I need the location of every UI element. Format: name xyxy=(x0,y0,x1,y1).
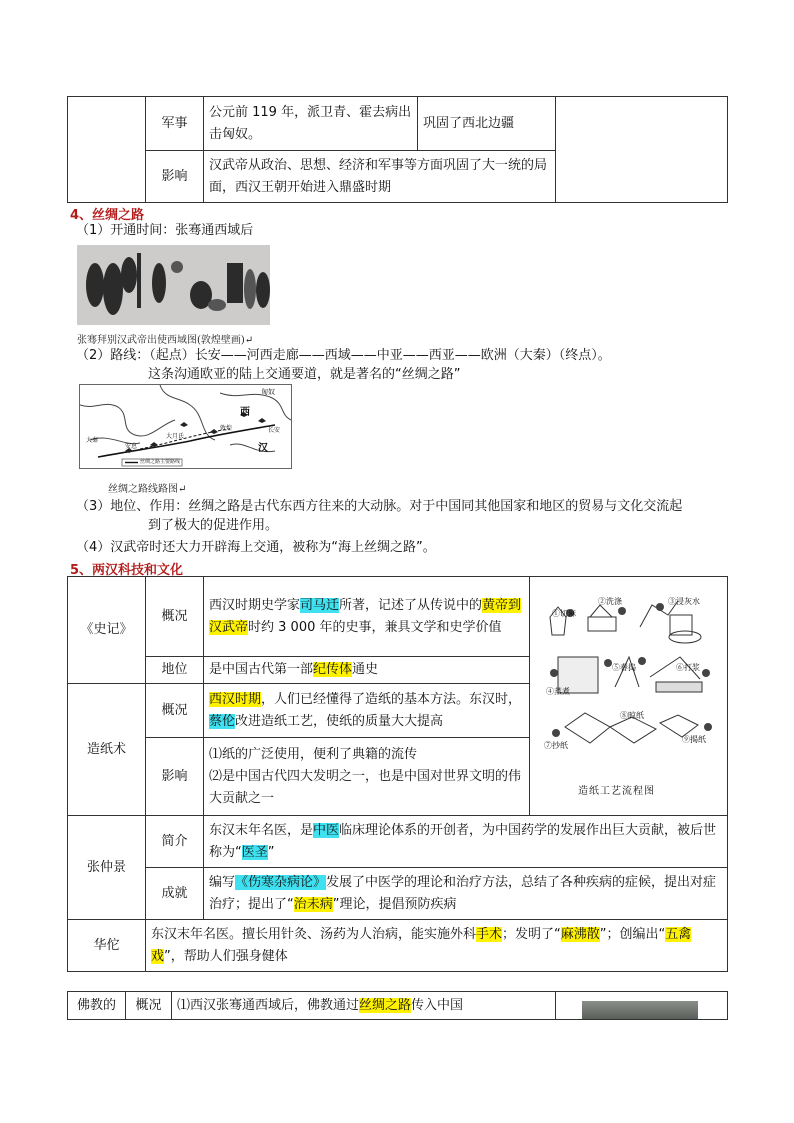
paper-step-6: ⑥打浆 xyxy=(676,663,700,672)
text: 编写 xyxy=(209,874,236,890)
s4-p1: （1）开通时间：张骞通西域后 xyxy=(76,223,254,238)
buddhism-label: 佛教的 xyxy=(68,992,126,1020)
zhang-intro-label: 简介 xyxy=(146,816,204,868)
map-legend: 丝绸之路主要路线 xyxy=(140,459,181,465)
military-event: 公元前 119 年，派卫青、霍去病出击匈奴。 xyxy=(204,97,418,151)
hua-text xyxy=(146,920,728,972)
map-label-changan: 长安 xyxy=(268,427,281,434)
map-label-daqin: 大秦 xyxy=(86,437,99,444)
impact-item-2: ⑵是中国古代四大发明之一，也是中国对世界文明的伟大贡献之一 xyxy=(209,768,522,806)
s4-p4: （4）汉武帝时还大力开辟海上交通，被称为“海上丝绸之路”。 xyxy=(76,540,436,555)
text: ；发明了“ xyxy=(502,926,561,942)
era-highlight: 西汉时期 xyxy=(209,691,262,707)
prevention-highlight: 治未病 xyxy=(293,896,333,912)
text: 是中国古代第一部 xyxy=(209,662,314,677)
paper-overview xyxy=(204,684,530,738)
s4-p3a: （3）地位、作用：丝绸之路是古代东西方往来的大动脉。对于中国同其他国家和地区的贸易与文化交流起 xyxy=(76,499,683,514)
paper-step-2: ②洗涤 xyxy=(598,597,622,606)
paper-step-3: ③浸灰水 xyxy=(668,597,700,606)
map-label-dunhuang: 敦煌 xyxy=(220,425,233,432)
wuqinxi-highlight: 五禽戏 xyxy=(151,926,692,964)
paper-step-5: ⑤舂捣 xyxy=(612,663,636,672)
buddhism-image-cell xyxy=(556,992,728,1020)
silk-road-map xyxy=(79,384,292,469)
text: 发展了中医学的理论和治疗方法，总结了各种疾病的症候，提出对症治疗；提出了“ xyxy=(209,874,717,912)
text: ”理论，提倡预防疾病 xyxy=(332,896,457,912)
empty-cell xyxy=(556,97,728,203)
cailun-highlight: 蔡伦 xyxy=(209,713,236,729)
zhang-intro xyxy=(204,816,728,868)
paper-overview-label: 概况 xyxy=(146,684,204,738)
map-label-west: 西 xyxy=(240,407,250,418)
buddhism-overview xyxy=(172,992,556,1020)
author-highlight: 司马迁 xyxy=(300,597,340,613)
section-4-title: 4、丝绸之路 xyxy=(70,208,145,223)
paper-step-9: ⑨揭纸 xyxy=(682,735,706,744)
military-result: 巩固了西北边疆 xyxy=(418,97,556,151)
shiji-name: 《史记》 xyxy=(68,577,146,684)
text: 改进造纸工艺，使纸的质量大大提高 xyxy=(235,713,444,729)
silkroad-highlight: 丝绸之路 xyxy=(359,997,412,1013)
paper-step-4: ④蒸煮 xyxy=(546,687,570,696)
mural-illustration xyxy=(77,245,270,325)
text: 传入中国 xyxy=(411,997,464,1013)
buddhism-table xyxy=(67,991,728,1020)
paper-name: 造纸术 xyxy=(68,684,146,816)
text: 时约 3 000 年的史事，兼具文学和史学价值 xyxy=(248,619,502,635)
genre-highlight: 纪传体 xyxy=(313,662,353,677)
fig1-caption: 张骞拜别汉武帝出使西域图(敦煌壁画)↵ xyxy=(77,335,254,346)
anesthetic-highlight: 麻沸散 xyxy=(560,926,600,942)
section-5-title: 5、两汉科技和文化 xyxy=(70,563,184,578)
text: ”，帮助人们强身健体 xyxy=(164,948,288,964)
map-illustration xyxy=(80,385,291,468)
paper-step-8: ⑧晾纸 xyxy=(620,711,644,720)
s4-p2: （2）路线：（起点）长安——河西走廊——西域——中亚——西亚——欧洲（大秦）（终点）。 xyxy=(76,348,611,363)
s4-p2b: 这条沟通欧亚的陆上交通要道，就是著名的“丝绸之路” xyxy=(148,367,461,382)
top-table xyxy=(67,96,728,203)
papermaking-figure-cell xyxy=(530,577,728,816)
paper-step-7: ⑦抄纸 xyxy=(544,741,568,750)
temple-photo xyxy=(582,1001,698,1019)
paper-impact-label: 影响 xyxy=(146,738,204,816)
text: 东汉末年名医，是 xyxy=(209,822,314,838)
text: 临床理论体系的开创者，为中国药学的发展作出巨大贡献，被后世称为“ xyxy=(209,822,717,860)
papermaking-figure xyxy=(530,577,728,798)
map-label-dayuezhi: 大月氏 xyxy=(166,433,185,440)
tcm-highlight: 中医 xyxy=(313,822,340,838)
text: 通史 xyxy=(352,662,379,677)
culture-table xyxy=(67,576,728,972)
surgery-highlight: 手术 xyxy=(476,926,503,942)
papermaking-caption: 造纸工艺流程图 xyxy=(578,786,655,797)
text: 西汉时期史学家 xyxy=(209,597,301,613)
impact-item-1: ⑴纸的广泛使用，便利了典籍的流传 xyxy=(209,746,418,762)
impact-text: 汉武帝从政治、思想、经济和军事等方面巩固了大一统的局面，西汉王朝开始进入鼎盛时期 xyxy=(204,151,556,203)
map-label-han: 汉 xyxy=(258,443,268,454)
paper-impact xyxy=(204,738,530,816)
period-highlight: 黄帝到汉武帝 xyxy=(209,597,522,635)
zhang-name: 张仲景 xyxy=(68,816,146,920)
s4-p3b: 到了极大的促进作用。 xyxy=(148,518,279,533)
text: 所著，记述了从传说中的 xyxy=(339,597,483,613)
shiji-overview xyxy=(204,577,530,657)
map-label-anxi: 安息 xyxy=(125,443,138,450)
shiji-status-label: 地位 xyxy=(146,657,204,684)
text: ⑴西汉张骞通西域后，佛教通过 xyxy=(177,997,360,1013)
zhang-ach xyxy=(204,868,728,920)
fig2-caption: 丝绸之路线路图↵ xyxy=(108,484,187,495)
paper-step-1: ①切麻 xyxy=(552,609,576,618)
zhang-ach-label: 成就 xyxy=(146,868,204,920)
shiji-status xyxy=(204,657,530,684)
military-label: 军事 xyxy=(146,97,204,151)
hua-name: 华佗 xyxy=(68,920,146,972)
text: ，人们已经懂得了造纸的基本方法。东汉时， xyxy=(261,691,522,707)
envoy-mural-image xyxy=(77,245,270,325)
text: ”；创编出“ xyxy=(599,926,666,942)
map-label-xiongnu: 匈奴 xyxy=(261,388,275,396)
text: ” xyxy=(267,844,275,860)
shiji-overview-label: 概况 xyxy=(146,577,204,657)
book-highlight: 《伤寒杂病论》 xyxy=(235,874,327,890)
yisheng-highlight: 医圣 xyxy=(241,844,268,860)
empty-cell xyxy=(68,97,146,203)
text: 东汉末年名医。擅长用针灸、汤药为人治病，能实施外科 xyxy=(151,926,477,942)
buddhism-overview-label: 概况 xyxy=(126,992,172,1020)
impact-label: 影响 xyxy=(146,151,204,203)
